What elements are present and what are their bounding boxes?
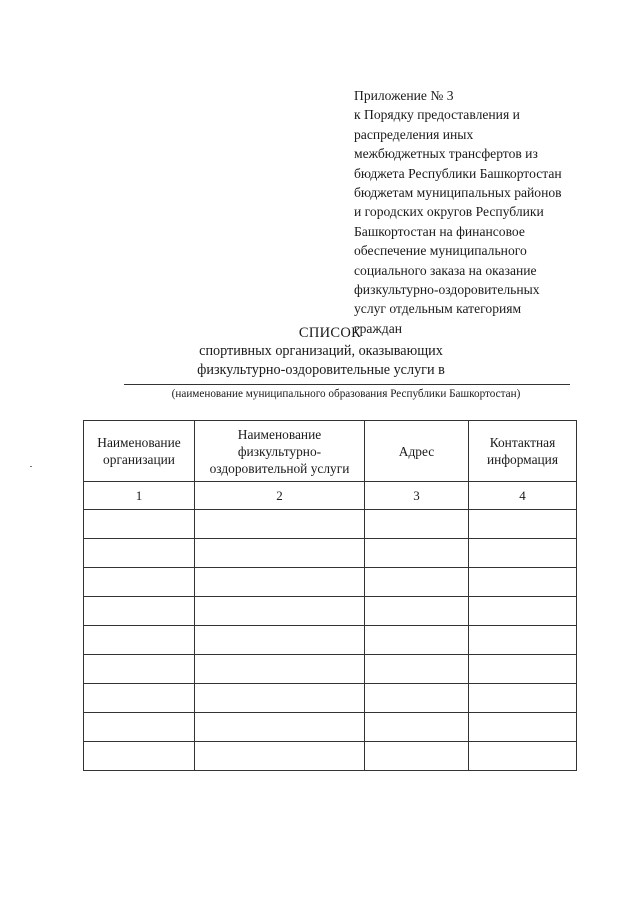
table-cell xyxy=(195,539,365,568)
document-subtitle-line-1: спортивных организаций, оказывающих xyxy=(199,343,443,359)
table-cell xyxy=(365,597,469,626)
header-organization-name xyxy=(84,421,195,482)
table-row xyxy=(84,626,577,655)
table-cell xyxy=(84,539,195,568)
header-text: информация xyxy=(486,452,558,467)
table-row xyxy=(84,742,577,771)
document-heading xyxy=(0,324,640,380)
table-cell xyxy=(84,510,195,539)
column-number: 4 xyxy=(469,482,577,510)
appendix-line: Башкортостан на финансовое xyxy=(354,223,525,239)
appendix-line: обеспечение муниципального xyxy=(354,243,527,259)
table-row xyxy=(84,510,577,539)
table-cell xyxy=(469,713,577,742)
table-cell xyxy=(365,626,469,655)
table-cell xyxy=(365,713,469,742)
table-cell xyxy=(84,684,195,713)
table-cell xyxy=(365,655,469,684)
table-cell xyxy=(365,510,469,539)
table-row xyxy=(84,568,577,597)
table-cell xyxy=(195,742,365,771)
header-text: Наименование xyxy=(237,426,322,442)
column-number: 2 xyxy=(195,482,365,510)
table-cell xyxy=(84,655,195,684)
table-cell xyxy=(469,597,577,626)
header-contact-info xyxy=(469,421,577,482)
table-cell xyxy=(195,510,365,539)
table-cell xyxy=(469,742,577,771)
table-cell xyxy=(469,510,577,539)
municipality-fill-caption: (наименование муниципального образования Республики Башкортостан) xyxy=(171,388,521,400)
table-cell xyxy=(365,684,469,713)
header-address xyxy=(365,421,469,482)
table-cell xyxy=(84,742,195,771)
table-row xyxy=(84,539,577,568)
table-cell xyxy=(84,713,195,742)
table-cell xyxy=(469,626,577,655)
table-cell xyxy=(365,742,469,771)
document-subtitle-line-2: физкультурно-оздоровительные услуги в xyxy=(197,362,445,378)
organizations-table xyxy=(83,420,577,771)
table-row xyxy=(84,597,577,626)
municipality-fill-line xyxy=(124,384,570,385)
table-cell xyxy=(469,684,577,713)
scan-speck xyxy=(30,466,32,467)
table-cell xyxy=(469,539,577,568)
table-cell xyxy=(365,568,469,597)
table-cell xyxy=(195,568,365,597)
appendix-line: физкультурно-оздоровительных xyxy=(354,282,540,298)
table-row xyxy=(84,684,577,713)
appendix-note xyxy=(354,86,614,338)
table-row xyxy=(84,655,577,684)
table-cell xyxy=(84,568,195,597)
column-number-row xyxy=(84,482,577,510)
table-row xyxy=(84,713,577,742)
header-text: организации xyxy=(103,452,175,467)
appendix-line: социального заказа на оказание xyxy=(354,262,537,278)
table-header-row xyxy=(84,421,577,482)
column-number: 3 xyxy=(365,482,469,510)
table-cell xyxy=(365,539,469,568)
header-service-name xyxy=(195,421,365,482)
table-cell xyxy=(195,626,365,655)
header-text: Наименование xyxy=(97,435,181,450)
appendix-line: граждан xyxy=(354,320,403,336)
appendix-line: к Порядку предоставления и xyxy=(354,107,520,123)
table-cell xyxy=(195,713,365,742)
appendix-line: межбюджетных трансфертов из xyxy=(354,146,538,162)
table-cell xyxy=(469,568,577,597)
appendix-line: бюджета Республики Башкортостан xyxy=(354,165,562,181)
table-cell xyxy=(195,655,365,684)
table-cell xyxy=(84,626,195,655)
table-cell xyxy=(84,597,195,626)
appendix-line: распределения иных xyxy=(354,126,474,142)
appendix-line: услуг отдельным категориям xyxy=(354,301,522,317)
header-text: Контактная xyxy=(489,435,556,450)
header-text: физкультурно- xyxy=(237,443,322,459)
header-text: оздоровительной услуги xyxy=(209,460,350,476)
appendix-line: Приложение № 3 xyxy=(354,88,454,103)
table-cell xyxy=(469,655,577,684)
appendix-line: и городских округов Республики xyxy=(354,204,544,220)
document-title: СПИСОК xyxy=(298,325,362,341)
header-text: Адрес xyxy=(398,443,435,459)
appendix-line: бюджетам муниципальных районов xyxy=(354,185,562,201)
column-number: 1 xyxy=(84,482,195,510)
table-cell xyxy=(195,597,365,626)
table-cell xyxy=(195,684,365,713)
